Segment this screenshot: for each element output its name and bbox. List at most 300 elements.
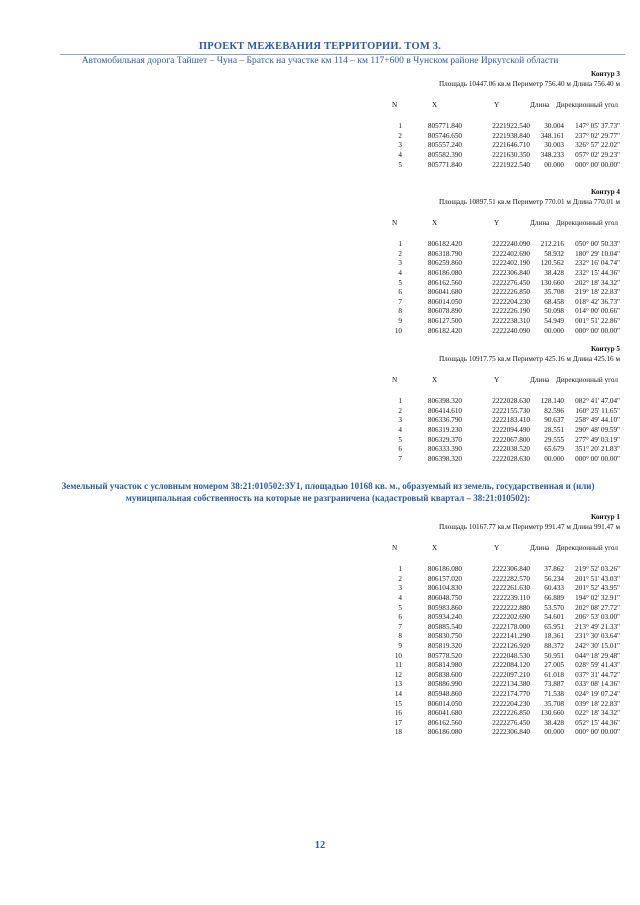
cell-x: 805557.240 [427,141,462,150]
cell-y: 2222126.920 [492,641,530,650]
cell-x: 806333.390 [427,445,462,454]
cell-point-number: 1 [398,397,402,406]
column-header-n: N [392,101,398,110]
cell-y: 2222226.850 [492,709,530,718]
column-header-angle: Дирекционный угол [556,219,618,228]
table-row [360,141,620,151]
cell-point-number: 7 [398,454,402,463]
summary-sq-unit: кв.м [497,79,511,88]
table-row [360,298,620,308]
summary-m-unit: м [615,522,620,531]
cell-x: 805814.980 [427,661,462,670]
cell-angle: 232° 16' 04.74" [575,259,620,268]
table-row [360,397,620,407]
column-header-x: X [432,219,438,228]
cell-point-number: 16 [394,709,402,718]
cell-angle: 213° 49' 21.33" [575,622,620,631]
cell-point-number: 6 [398,445,402,454]
table-row [360,565,620,575]
cell-x: 805934.240 [427,613,462,622]
cell-x: 806259.860 [427,259,462,268]
cell-length: 54.949 [544,316,564,325]
cell-x: 805819.320 [427,641,462,650]
cell-x: 806041.680 [427,288,462,297]
cell-point-number: 18 [394,728,402,737]
cell-x: 806014.050 [427,297,462,306]
cell-angle: 232° 15' 44.36" [575,268,620,277]
contour-name: Контур 5 [590,345,620,353]
cell-angle: 242° 30' 15.01" [575,641,620,650]
cell-length: 50.098 [544,307,564,316]
summary-sq-unit: кв.м [497,197,511,206]
cell-y: 2222094.490 [492,425,530,434]
cell-angle: 082° 41' 47.04" [575,397,620,406]
cell-x: 806329.370 [427,435,462,444]
table-row [360,623,620,633]
table-row [360,661,620,671]
cell-length: 00.000 [544,326,564,335]
cell-length: 68.458 [544,297,564,306]
cell-length: 61.018 [544,670,564,679]
contour-summary [360,523,620,533]
table-row [360,240,620,250]
summary-area-value: 10917.75 [468,354,496,363]
cell-length: 35.708 [544,699,564,708]
table-row [360,122,620,132]
cell-angle: 050° 00' 50.33" [575,240,620,249]
cell-angle: 022° 18' 34.32" [575,709,620,718]
cell-angle: 194° 02' 32.91" [575,593,620,602]
cell-length: 00.000 [544,160,564,169]
cell-point-number: 8 [398,307,402,316]
cell-x: 805830.750 [427,632,462,641]
summary-label-area: Площадь [438,354,468,363]
cell-point-number: 2 [398,131,402,140]
cell-y: 2222226.850 [492,288,530,297]
summary-length-value: 425.16 [593,354,614,363]
cell-x: 806014.050 [427,699,462,708]
cell-point-number: 10 [394,326,402,335]
page-number: 12 [314,840,326,851]
cell-y: 2222183.410 [492,416,530,425]
summary-label-area: Площадь [438,79,468,88]
cell-angle: 231° 30' 03.64" [575,632,620,641]
cell-length: 00.000 [544,728,564,737]
cell-point-number: 9 [398,316,402,325]
summary-sq-unit: кв.м [497,354,511,363]
table-row [360,700,620,710]
column-header-y: Y [494,101,500,110]
cell-x: 805746.650 [427,131,462,140]
cell-x: 805582.390 [427,150,462,159]
cell-angle: 000° 00' 00.00" [575,160,620,169]
cell-y: 2222067.800 [492,435,530,444]
cell-point-number: 1 [398,240,402,249]
cell-y: 2222178.000 [492,622,530,631]
cell-x: 806041.680 [427,709,462,718]
cell-y: 2222306.840 [492,565,530,574]
table-header [360,101,620,111]
table-row [360,709,620,719]
summary-length-value: 770.01 [593,197,614,206]
parcel-heading: Земельный участок с условным номером 38:21:010502:ЗУ1, площадью 10168 кв. м., образуемый из земель, государственная и (или) муниципальная собственность на которые не разграничена (кадастровый квартал – 38:21:010502): [61,481,595,503]
cell-y: 2222240.090 [492,326,530,335]
cell-y: 2222134.380 [492,680,530,689]
summary-area-value: 10167.77 [468,522,496,531]
contour-name: Контур 1 [590,513,620,521]
summary-length-value: 991.47 [593,522,614,531]
cell-length: 38.428 [544,718,564,727]
summary-label-perimeter: Периметр [512,522,543,531]
table-row [360,317,620,327]
cell-y: 2222038.520 [492,445,530,454]
table-row [360,652,620,662]
cell-point-number: 11 [395,661,402,670]
cell-length: 120.562 [540,259,564,268]
cell-x: 806157.020 [427,574,462,583]
cell-length: 60.433 [544,584,564,593]
table-row [360,407,620,417]
summary-label-length: Длина [572,522,593,531]
cell-point-number: 14 [394,689,402,698]
column-header-x: X [432,376,438,385]
cell-point-number: 13 [394,680,402,689]
cell-angle: 219° 18' 22.83" [575,288,620,297]
cell-y: 2222306.840 [492,728,530,737]
table-row [360,250,620,260]
cell-length: 50.951 [544,651,564,660]
cell-point-number: 15 [394,699,402,708]
summary-m-unit: м [566,197,571,206]
summary-perimeter-value: 991.47 [544,522,565,531]
column-header-length: Длина [530,101,550,110]
column-header-y: Y [494,219,500,228]
column-header-length: Длина [530,219,550,228]
cell-y: 2222239.110 [492,593,530,602]
summary-sq-unit: кв.м [497,522,511,531]
cell-point-number: 3 [398,416,402,425]
cell-length: 29.555 [544,435,564,444]
cell-length: 130.660 [540,709,564,718]
cell-point-number: 17 [394,718,402,727]
table-row [360,151,620,161]
contour-summary [360,80,620,90]
cell-angle: 024° 19' 07.24" [575,689,620,698]
cell-point-number: 5 [398,603,402,612]
cell-point-number: 1 [398,122,402,131]
contour-section-1 [360,513,620,738]
cell-angle: 180° 29' 10.04" [575,249,620,258]
cell-point-number: 6 [398,288,402,297]
summary-area-value: 10447.06 [468,79,496,88]
cell-y: 2222240.090 [492,240,530,249]
summary-perimeter-value: 425.16 [544,354,565,363]
summary-label-perimeter: Периметр [512,354,543,363]
column-header-length: Длина [530,544,550,553]
cell-point-number: 3 [398,259,402,268]
cell-angle: 219° 52' 03.26" [575,565,620,574]
summary-label-length: Длина [572,197,593,206]
summary-label-length: Длина [572,354,593,363]
cell-x: 805838.600 [427,670,462,679]
cell-angle: 326° 57' 22.02" [575,141,620,150]
cell-x: 806048.750 [427,593,462,602]
cell-point-number: 4 [398,268,402,277]
column-header-n: N [392,376,398,385]
cell-x: 805948.860 [427,689,462,698]
column-header-length: Длина [530,376,550,385]
table-row [360,445,620,455]
cell-length: 90.637 [544,416,564,425]
cell-angle: 033° 08' 14.36" [575,680,620,689]
summary-label-area: Площадь [438,522,468,531]
cell-y: 2222204.230 [492,297,530,306]
contour-summary [360,198,620,208]
cell-angle: 044° 18' 29.48" [575,651,620,660]
document-title: ПРОЕКТ МЕЖЕВАНИЯ ТЕРРИТОРИИ. ТОМ 3. [198,41,442,52]
cell-y: 2222402.690 [492,249,530,258]
cell-y: 2222084.120 [492,661,530,670]
cell-length: 66.889 [544,593,564,602]
cell-point-number: 4 [398,593,402,602]
column-header-n: N [392,219,398,228]
column-header-angle: Дирекционный угол [556,376,618,385]
cell-angle: 202° 08' 27.72" [575,603,620,612]
cell-angle: 160° 25' 11.65" [575,406,620,415]
cell-x: 805771.840 [427,122,462,131]
cell-y: 2222155.730 [492,406,530,415]
cell-angle: 018° 42' 36.73" [575,297,620,306]
contour-section-5 [360,345,620,464]
table-row [360,327,620,337]
table-row [360,269,620,279]
contour-name: Контур 3 [590,70,620,78]
cell-length: 18.361 [544,632,564,641]
cell-point-number: 5 [398,160,402,169]
cell-y: 2222276.450 [492,718,530,727]
cell-y: 2222282.570 [492,574,530,583]
cell-y: 2221922.540 [492,122,530,131]
summary-label-perimeter: Периметр [512,79,543,88]
cell-y: 2222204.230 [492,699,530,708]
table-row [360,279,620,289]
cell-length: 56.234 [544,574,564,583]
table-row [360,426,620,436]
column-header-angle: Дирекционный угол [556,544,618,553]
cell-point-number: 4 [398,425,402,434]
column-header-n: N [392,544,398,553]
cell-y: 2222028.630 [492,454,530,463]
table-row [360,604,620,614]
cell-point-number: 10 [394,651,402,660]
cell-y: 2222222.880 [492,603,530,612]
cell-length: 38.428 [544,268,564,277]
cell-angle: 039° 18' 22.83" [575,699,620,708]
cell-x: 806319.230 [427,425,462,434]
cell-length: 58.932 [544,249,564,258]
cell-x: 805771.840 [427,160,462,169]
cell-angle: 201° 51' 43.03" [575,574,620,583]
table-header [360,544,620,554]
cell-y: 2222028.630 [492,397,530,406]
cell-y: 2222402.190 [492,259,530,268]
contour-name: Контур 4 [590,188,620,196]
cell-point-number: 5 [398,435,402,444]
table-row [360,719,620,729]
table-row [360,436,620,446]
table-row [360,613,620,623]
cell-point-number: 3 [398,141,402,150]
cell-x: 806414.610 [427,406,462,415]
table-row [360,642,620,652]
cell-y: 2222238.310 [492,316,530,325]
table-row [360,132,620,142]
summary-length-value: 756.40 [593,79,614,88]
table-row [360,288,620,298]
cell-length: 73.887 [544,680,564,689]
cell-angle: 052° 15' 44.36" [575,718,620,727]
cell-y: 2221938.840 [492,131,530,140]
cell-y: 2221646.710 [492,141,530,150]
column-header-x: X [432,101,438,110]
cell-length: 54.601 [544,613,564,622]
cell-x: 806186.080 [427,268,462,277]
table-row [360,259,620,269]
cell-x: 805983.860 [427,603,462,612]
header-divider [60,54,625,55]
cell-angle: 237° 02' 29.77" [575,131,620,140]
cell-y: 2221922.540 [492,160,530,169]
table-row [360,455,620,465]
contour-section-3 [360,70,620,170]
cell-length: 65.679 [544,445,564,454]
cell-length: 212.216 [540,240,564,249]
cell-length: 35.708 [544,288,564,297]
cell-x: 806104.830 [427,584,462,593]
cell-point-number: 2 [398,249,402,258]
table-row [360,416,620,426]
cell-point-number: 5 [398,278,402,287]
table-row [360,671,620,681]
table-row [360,161,620,171]
cell-x: 806186.080 [427,728,462,737]
column-header-y: Y [494,376,500,385]
cell-angle: 057° 02' 29.23" [575,150,620,159]
cell-x: 805885.540 [427,622,462,631]
cell-angle: 290° 48' 09.59" [575,425,620,434]
cell-angle: 258° 49' 44.10" [575,416,620,425]
cell-x: 806162.560 [427,718,462,727]
document-subtitle: Автомобильная дорога Тайшет – Чуна – Братск на участке км 114 – км 117+600 в Чунском районе Иркутской области [81,56,559,66]
coordinates-table [360,565,620,738]
cell-x: 806182.420 [427,240,462,249]
cell-point-number: 2 [398,574,402,583]
summary-label-perimeter: Периметр [512,197,543,206]
cell-length: 53.570 [544,603,564,612]
table-row [360,728,620,738]
cell-point-number: 7 [398,622,402,631]
cell-length: 27.005 [544,661,564,670]
contour-summary [360,355,620,365]
summary-m-unit: м [566,354,571,363]
contour-section-4 [360,188,620,336]
cell-y: 2222202.690 [492,613,530,622]
summary-m-unit: м [615,79,620,88]
table-row [360,575,620,585]
cell-point-number: 2 [398,406,402,415]
cell-x: 806318.790 [427,249,462,258]
summary-area-value: 10897.51 [468,197,496,206]
cell-y: 2221630.350 [492,150,530,159]
cell-y: 2222141.290 [492,632,530,641]
cell-length: 82.596 [544,406,564,415]
cell-point-number: 1 [398,565,402,574]
cell-angle: 037° 31' 44.72" [575,670,620,679]
cell-x: 806398.320 [427,397,462,406]
cell-y: 2222097.210 [492,670,530,679]
cell-x: 806182.420 [427,326,462,335]
cell-y: 2222226.190 [492,307,530,316]
cell-y: 2222174.770 [492,689,530,698]
cell-x: 806162.560 [427,278,462,287]
cell-angle: 206° 53' 03.00" [575,613,620,622]
cell-length: 130.660 [540,278,564,287]
table-row [360,680,620,690]
table-row [360,632,620,642]
table-header [360,376,620,386]
summary-perimeter-value: 770.01 [544,197,565,206]
table-row [360,594,620,604]
cell-angle: 000° 00' 00.00" [575,454,620,463]
cell-angle: 202° 18' 34.32" [575,278,620,287]
cell-length: 128.140 [540,397,564,406]
cell-angle: 351° 20' 21.83" [575,445,620,454]
summary-perimeter-value: 756.40 [544,79,565,88]
cell-x: 806127.500 [427,316,462,325]
cell-point-number: 6 [398,613,402,622]
cell-x: 806336.790 [427,416,462,425]
cell-x: 806186.080 [427,565,462,574]
cell-point-number: 9 [398,641,402,650]
coordinates-table [360,240,620,336]
cell-point-number: 4 [398,150,402,159]
cell-angle: 147° 05' 37.73" [575,122,620,131]
summary-m-unit: м [566,522,571,531]
cell-angle: 277° 49' 03.19" [575,435,620,444]
summary-m-unit: м [566,79,571,88]
column-header-x: X [432,544,438,553]
summary-label-area: Площадь [438,197,468,206]
cell-point-number: 7 [398,297,402,306]
coordinates-table [360,122,620,170]
cell-length: 88.372 [544,641,564,650]
cell-y: 2222261.630 [492,584,530,593]
cell-length: 65.951 [544,622,564,631]
summary-label-length: Длина [572,79,593,88]
table-row [360,584,620,594]
table-row [360,690,620,700]
cell-length: 348.233 [540,150,564,159]
cell-length: 348.161 [540,131,564,140]
cell-point-number: 8 [398,632,402,641]
column-header-y: Y [494,544,500,553]
cell-angle: 000° 00' 00.00" [575,326,620,335]
cell-point-number: 12 [394,670,402,679]
cell-length: 00.000 [544,454,564,463]
cell-point-number: 3 [398,584,402,593]
cell-length: 71.538 [544,689,564,698]
coordinates-table [360,397,620,464]
